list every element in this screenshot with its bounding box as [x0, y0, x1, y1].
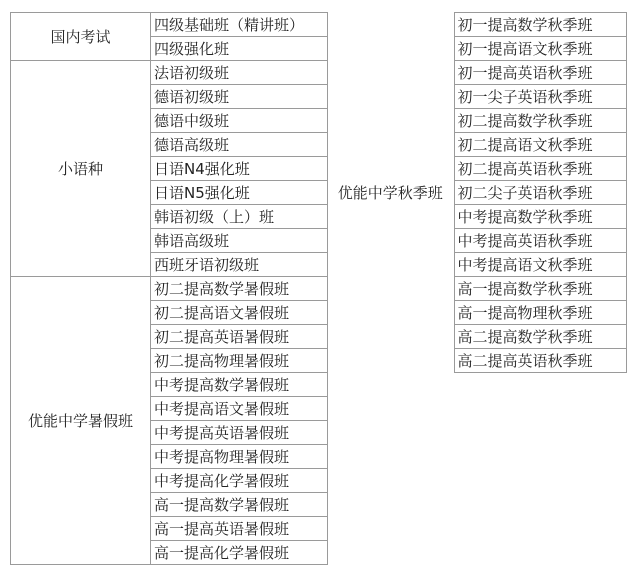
course-cell: 德语中级班 — [151, 109, 328, 133]
course-cell: 韩语初级（上）班 — [151, 205, 328, 229]
course-cell: 中考提高化学暑假班 — [151, 469, 328, 493]
course-cell: 初一提高语文秋季班 — [454, 37, 626, 61]
course-cell: 高二提高数学秋季班 — [454, 325, 626, 349]
course-cell: 四级强化班 — [151, 37, 328, 61]
course-cell: 法语初级班 — [151, 61, 328, 85]
course-cell: 初一尖子英语秋季班 — [454, 85, 626, 109]
category-cell-right: 优能中学秋季班 — [327, 13, 454, 373]
course-cell: 初二提高数学暑假班 — [151, 277, 328, 301]
course-cell: 初二提高数学秋季班 — [454, 109, 626, 133]
left-course-table — [10, 12, 328, 565]
course-cell: 韩语高级班 — [151, 229, 328, 253]
course-cell: 中考提高英语暑假班 — [151, 421, 328, 445]
course-cell: 德语高级班 — [151, 133, 328, 157]
course-cell: 高一提高物理秋季班 — [454, 301, 626, 325]
course-cell: 初二提高语文暑假班 — [151, 301, 328, 325]
course-cell: 日语N4强化班 — [151, 157, 328, 181]
right-course-table — [327, 12, 627, 373]
course-cell: 西班牙语初级班 — [151, 253, 328, 277]
course-row — [11, 277, 328, 301]
category-cell-left-0: 国内考试 — [11, 13, 151, 61]
course-cell: 德语初级班 — [151, 85, 328, 109]
course-cell: 中考提高数学暑假班 — [151, 373, 328, 397]
category-cell-left-1: 小语种 — [11, 61, 151, 277]
course-cell: 高二提高英语秋季班 — [454, 349, 626, 373]
course-cell: 高一提高数学暑假班 — [151, 493, 328, 517]
course-row — [11, 13, 328, 37]
course-cell: 四级基础班（精讲班） — [151, 13, 328, 37]
course-row — [327, 13, 626, 37]
course-cell: 中考提高英语秋季班 — [454, 229, 626, 253]
course-cell: 初二提高英语暑假班 — [151, 325, 328, 349]
course-row — [11, 61, 328, 85]
course-cell: 中考提高物理暑假班 — [151, 445, 328, 469]
course-cell: 初二提高物理暑假班 — [151, 349, 328, 373]
course-cell: 高一提高英语暑假班 — [151, 517, 328, 541]
course-cell: 中考提高语文秋季班 — [454, 253, 626, 277]
course-cell: 中考提高数学秋季班 — [454, 205, 626, 229]
course-cell: 初一提高英语秋季班 — [454, 61, 626, 85]
course-cell: 日语N5强化班 — [151, 181, 328, 205]
course-cell: 初一提高数学秋季班 — [454, 13, 626, 37]
course-cell: 初二提高英语秋季班 — [454, 157, 626, 181]
course-cell: 高一提高数学秋季班 — [454, 277, 626, 301]
course-cell: 初二提高语文秋季班 — [454, 133, 626, 157]
course-cell: 初二尖子英语秋季班 — [454, 181, 626, 205]
course-cell: 高一提高化学暑假班 — [151, 541, 328, 565]
category-cell-left-2: 优能中学暑假班 — [11, 277, 151, 565]
course-cell: 中考提高语文暑假班 — [151, 397, 328, 421]
